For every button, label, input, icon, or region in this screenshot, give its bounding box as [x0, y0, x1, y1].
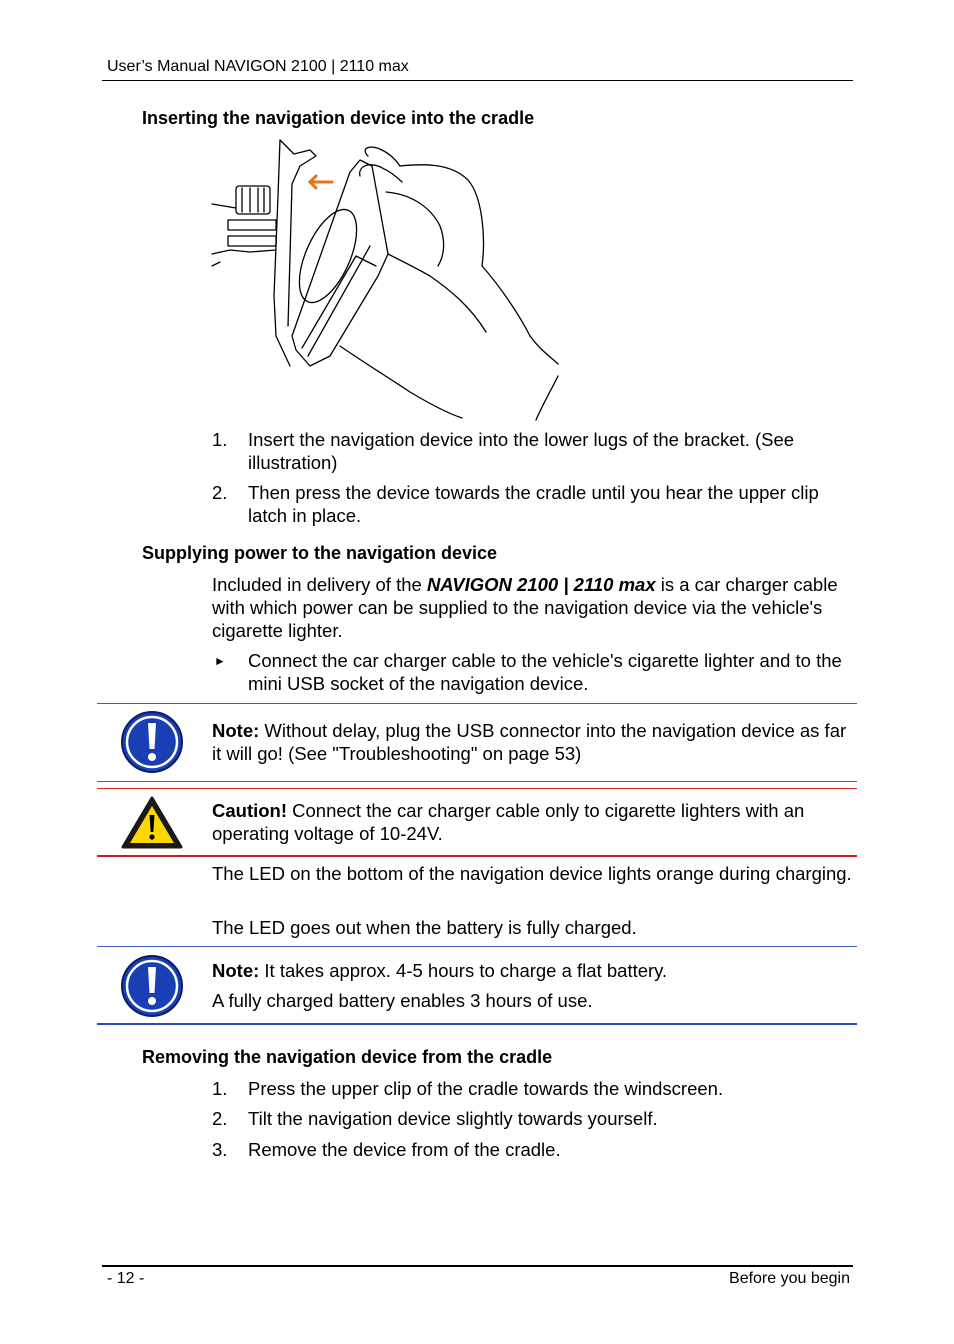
led-paragraph-1: The LED on the bottom of the navigation device lights orange during charging.	[212, 863, 852, 884]
caution-bottom-rule	[97, 855, 857, 857]
step-number: 3.	[212, 1139, 228, 1160]
page-number: - 12 -	[107, 1270, 145, 1287]
step-text: Remove the device from of the cradle.	[248, 1139, 561, 1160]
device-insertion-illustration	[210, 136, 562, 424]
warning-triangle-icon	[120, 795, 184, 851]
caution-paragraph	[212, 799, 852, 845]
section-heading-removing: Removing the navigation device from the cradle	[142, 1047, 553, 1067]
note2-bottom-rule	[97, 1023, 857, 1025]
note2-text: It takes approx. 4-5 hours to charge a flat battery.	[259, 960, 668, 981]
bullet-text: Connect the car charger cable to the vehicle's cigarette lighter and to the mini USB socket of the navigation device.	[248, 650, 842, 694]
product-name: NAVIGON 2100 | 2110 max	[426, 574, 656, 595]
note2-label: Note:	[212, 960, 260, 981]
note-bottom-rule	[97, 781, 857, 782]
section-heading-inserting: Inserting the navigation device into the cradle	[142, 108, 535, 128]
step-number: 1.	[212, 1078, 228, 1099]
step-text: Tilt the navigation device slightly towards yourself.	[248, 1108, 658, 1129]
led-paragraph-2: The LED goes out when the battery is fully charged.	[212, 917, 637, 938]
power-intro-paragraph	[212, 573, 852, 642]
running-header: User’s Manual NAVIGON 2100 | 2110 max	[107, 58, 409, 75]
bullet-marker: ►	[214, 654, 226, 668]
note-top-rule	[97, 703, 857, 704]
step-text: Then press the device towards the cradle until you hear the upper clip latch in place.	[248, 482, 819, 526]
exclamation-info-icon	[120, 710, 184, 774]
step-number: 1.	[212, 429, 228, 450]
note2-line2: A fully charged battery enables 3 hours of use.	[212, 990, 593, 1011]
header-rule	[102, 80, 853, 81]
intro-text-start: Included in delivery of the	[212, 574, 427, 595]
chapter-title: Before you begin	[729, 1270, 850, 1287]
note-paragraph	[212, 719, 852, 765]
step-number: 2.	[212, 1108, 228, 1129]
caution-label: Caution!	[212, 800, 288, 821]
note-text: Without delay, plug the USB connector into the navigation device as far it will go! (See "Troubleshooting" on page 53)	[212, 720, 847, 764]
footer-rule	[102, 1265, 853, 1267]
note2-paragraph	[212, 959, 852, 982]
caution-top-rule	[97, 788, 857, 789]
section-heading-power: Supplying power to the navigation device	[142, 543, 498, 563]
step-text: Press the upper clip of the cradle towards the windscreen.	[248, 1078, 724, 1099]
note2-top-rule	[97, 946, 857, 947]
note-label: Note:	[212, 720, 260, 741]
exclamation-info-icon	[120, 954, 184, 1018]
caution-text: Connect the car charger cable only to cigarette lighters with an operating voltage of 10-24V.	[212, 800, 805, 844]
step-text: Insert the navigation device into the lower lugs of the bracket. (See illustration)	[248, 429, 795, 473]
step-number: 2.	[212, 482, 228, 503]
intro-text-end: is a car charger cable with which power can be supplied to the navigation device via the vehicle's cigarette lighter.	[212, 574, 838, 641]
